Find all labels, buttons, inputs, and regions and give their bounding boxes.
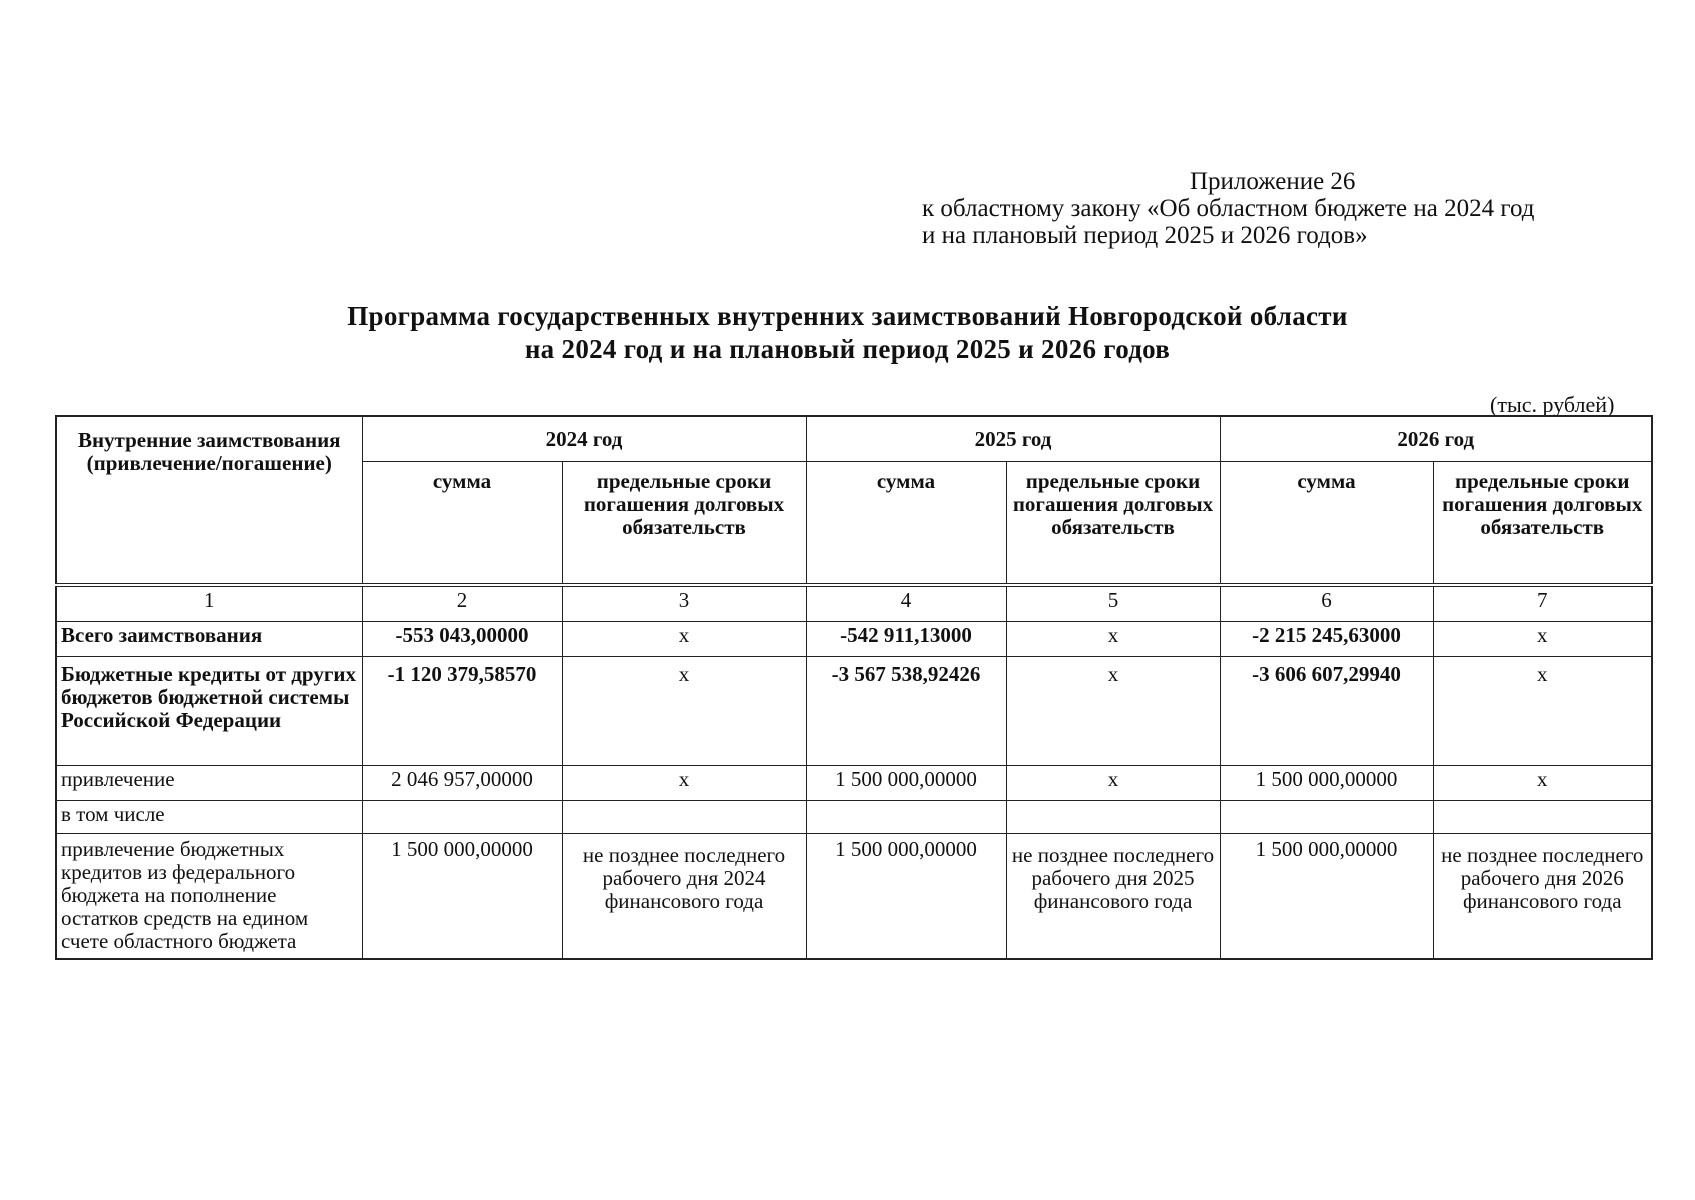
sum-2024: 2 046 957,00000 xyxy=(362,766,562,801)
title-line-1: Программа государственных внутренних заимствований Новгородской области xyxy=(347,301,1348,331)
row-label: в том числе xyxy=(56,801,362,834)
terms-2026: х xyxy=(1433,622,1652,657)
terms-2025: х xyxy=(1006,657,1220,766)
terms-2026: х xyxy=(1433,766,1652,801)
appendix-law-ref-cont: и на плановый период 2025 и 2026 годов» xyxy=(922,222,1368,249)
row-label: привлечение xyxy=(56,766,362,801)
header-sum-2026: сумма xyxy=(1220,462,1433,585)
sum-2024: -553 043,00000 xyxy=(362,622,562,657)
col-number-5: 5 xyxy=(1006,585,1220,622)
terms-2026: не позднее последнего рабочего дня 2026 финансового года xyxy=(1433,834,1652,960)
header-row-years xyxy=(56,416,1652,462)
header-terms-2026: предельные сроки погашения долговых обязательств xyxy=(1433,462,1652,585)
col-number-3: 3 xyxy=(562,585,806,622)
terms-2024: не позднее последнего рабочего дня 2024 финансового года xyxy=(562,834,806,960)
appendix-block xyxy=(922,168,1535,249)
row-label: привлечение бюджетных кредитов из федерального бюджета на пополнение остатков средств на едином счете областного бюджета xyxy=(56,834,362,960)
sum-2024: -1 120 379,58570 xyxy=(362,657,562,766)
sum-2025: 1 500 000,00000 xyxy=(806,766,1006,801)
table-row xyxy=(56,766,1652,801)
terms-2025: х xyxy=(1006,766,1220,801)
terms-2025 xyxy=(1006,801,1220,834)
sum-2026: 1 500 000,00000 xyxy=(1220,834,1433,960)
terms-2024 xyxy=(562,801,806,834)
table-row xyxy=(56,801,1652,834)
sum-2025 xyxy=(806,801,1006,834)
sum-2024: 1 500 000,00000 xyxy=(362,834,562,960)
sum-2025: 1 500 000,00000 xyxy=(806,834,1006,960)
col-number-4: 4 xyxy=(806,585,1006,622)
table-row xyxy=(56,834,1652,960)
sum-2025: -542 911,13000 xyxy=(806,622,1006,657)
column-number-row xyxy=(56,585,1652,622)
borrowing-table xyxy=(55,415,1653,960)
sum-2024 xyxy=(362,801,562,834)
col-number-2: 2 xyxy=(362,585,562,622)
col-number-1: 1 xyxy=(56,585,362,622)
terms-2026 xyxy=(1433,801,1652,834)
appendix-law-ref: к областному закону «Об областном бюджете на 2024 год xyxy=(922,195,1535,222)
col-number-7: 7 xyxy=(1433,585,1652,622)
title-line-2: на 2024 год и на плановый период 2025 и 2026 годов xyxy=(524,334,1171,364)
sum-2026: 1 500 000,00000 xyxy=(1220,766,1433,801)
sum-2025: -3 567 538,92426 xyxy=(806,657,1006,766)
row-label: Бюджетные кредиты от других бюджетов бюджетной системы Российской Федерации xyxy=(56,657,362,766)
document-title xyxy=(0,300,1695,366)
header-year-2025: 2025 год xyxy=(806,416,1220,462)
header-sum-2024: сумма xyxy=(362,462,562,585)
terms-2026: х xyxy=(1433,657,1652,766)
table-row xyxy=(56,622,1652,657)
header-year-2026: 2026 год xyxy=(1220,416,1652,462)
units-label: (тыс. рублей) xyxy=(1490,392,1615,417)
terms-2024: х xyxy=(562,622,806,657)
header-year-2024: 2024 год xyxy=(362,416,806,462)
sum-2026: -2 215 245,63000 xyxy=(1220,622,1433,657)
terms-2024: х xyxy=(562,657,806,766)
header-sum-2025: сумма xyxy=(806,462,1006,585)
row-label: Всего заимствования xyxy=(56,622,362,657)
terms-2025: х xyxy=(1006,622,1220,657)
header-terms-2024: предельные сроки погашения долговых обязательств xyxy=(562,462,806,585)
sum-2026 xyxy=(1220,801,1433,834)
sum-2026: -3 606 607,29940 xyxy=(1220,657,1433,766)
col-number-6: 6 xyxy=(1220,585,1433,622)
header-terms-2025: предельные сроки погашения долговых обязательств xyxy=(1006,462,1220,585)
terms-2024: х xyxy=(562,766,806,801)
header-first-col: Внутренние заимствования (привлечение/погашение) xyxy=(56,416,362,585)
terms-2025: не позднее последнего рабочего дня 2025 финансового года xyxy=(1006,834,1220,960)
table-row xyxy=(56,657,1652,766)
appendix-number: Приложение 26 xyxy=(1190,168,1356,195)
